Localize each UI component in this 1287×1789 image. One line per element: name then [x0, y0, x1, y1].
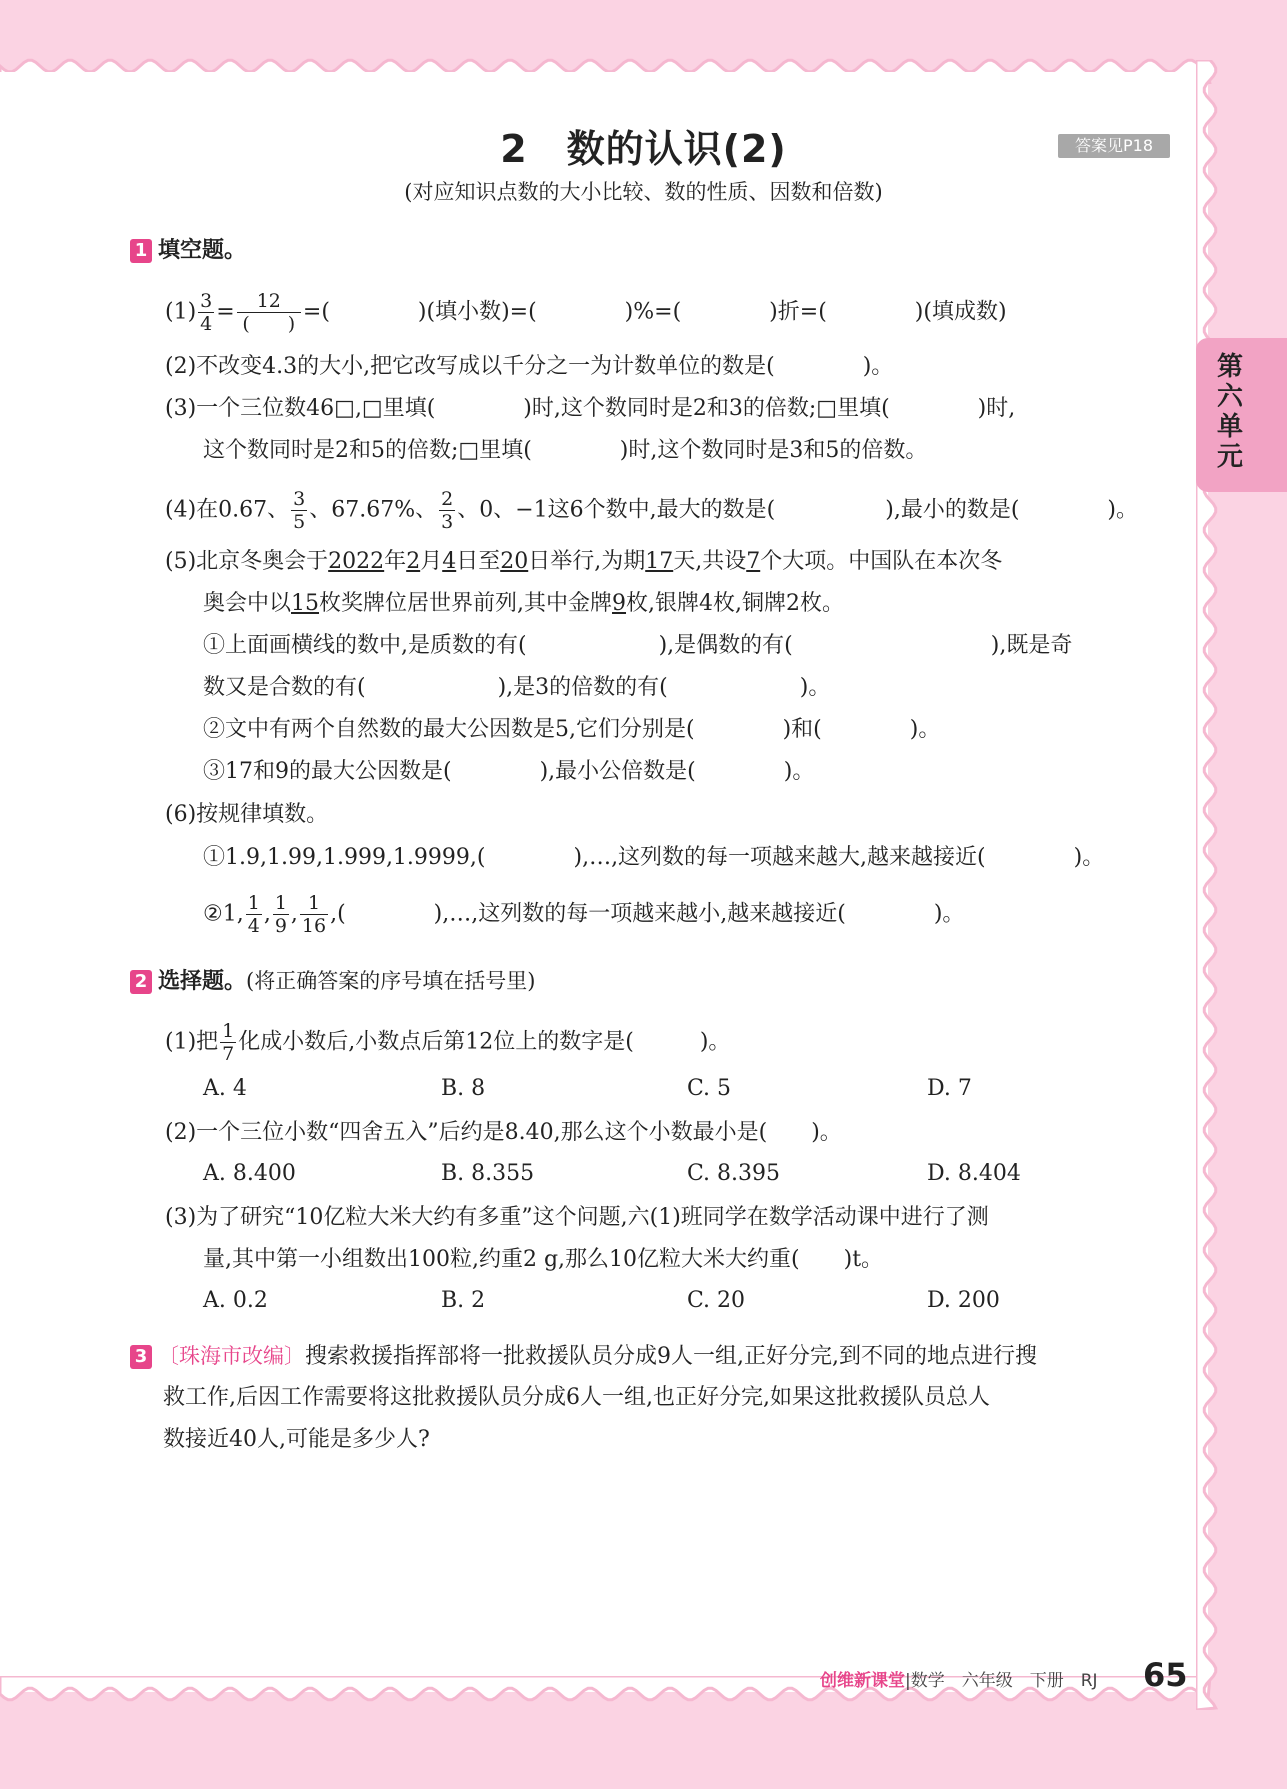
section-3-line3: 数接近40人,可能是多少人?: [163, 1427, 430, 1452]
section-3-source-tag: 〔珠海市改编〕: [158, 1344, 305, 1368]
footer-brand: 创维新课堂: [820, 1671, 905, 1691]
fraction: $\frac{1}{16}$: [301, 892, 327, 937]
page-title: 2 数的认识(2): [500, 127, 787, 171]
q2-1-option-d: D. 7: [927, 1076, 972, 1101]
q2-1-option-a: A. 4: [203, 1076, 247, 1101]
q1-5-line1: (5)北京冬奥会于2022年2月4日至20日举行,为期17天,共设7个大项。中国队在本次冬: [165, 549, 1003, 574]
fraction: $\frac{12}{( )}$: [237, 290, 301, 335]
section-1-number: 1: [130, 239, 152, 263]
right-wave-border: [1196, 60, 1226, 1710]
page-subtitle: (对应知识点数的大小比较、数的性质、因数和倍数): [404, 180, 883, 204]
section-2-title: 选择题。: [158, 969, 247, 994]
unit-side-tab: [1196, 338, 1287, 492]
section-1-title: 填空题。: [158, 238, 247, 263]
fraction: $\frac{1}{4}$: [247, 892, 260, 937]
q1-3-line2: 这个数同时是2和5的倍数;□里填( )时,这个数同时是3和5的倍数。: [203, 438, 928, 463]
section-1-heading: [130, 236, 246, 266]
fraction: $\frac{1}{9}$: [274, 892, 287, 937]
section-3-line1: 3 〔珠海市改编〕搜索救援指挥部将一批救援队员分成9人一组,正好分完,到不同的地点进行搜: [130, 1341, 1037, 1372]
q2-3-line1: (3)为了研究“10亿粒大米大约有多重”这个问题,六(1)班同学在数学活动课中进行了测: [165, 1205, 989, 1230]
q1-1: (1) $\frac{3}{4}$ = $\frac{12}{( )}$ =( )(填小数)=( )%=( )折=( )(填成数): [165, 290, 1007, 335]
q2-1: (1)把 $\frac{1}{7}$ 化成小数后,小数点后第12位上的数字是( )。: [165, 1020, 731, 1065]
q2-2-option-d: D. 8.404: [927, 1161, 1021, 1186]
q2-2-option-b: B. 8.355: [441, 1161, 535, 1186]
q2-1-option-b: B. 8: [441, 1076, 486, 1101]
q2-3-option-c: C. 20: [687, 1288, 746, 1313]
section-2-hint: (将正确答案的序号填在括号里): [246, 969, 536, 993]
fraction: $\frac{2}{3}$: [441, 488, 454, 533]
q1-6-title: (6)按规律填数。: [165, 802, 329, 827]
fraction: $\frac{3}{5}$: [293, 488, 306, 533]
q1-5-line2: 奥会中以15枚奖牌位居世界前列,其中金牌9枚,银牌4枚,铜牌2枚。: [203, 591, 844, 616]
footer-info: 创维新课堂|数学 六年级 下册 RJ: [820, 1671, 1098, 1691]
q2-1-option-c: C. 5: [687, 1076, 732, 1101]
q2-3-option-b: B. 2: [441, 1288, 486, 1313]
unit-tab-label: 第六单元: [1216, 352, 1243, 472]
q2-2: (2)一个三位小数“四舍五入”后约是8.40,那么这个小数最小是( )。: [165, 1120, 842, 1145]
fraction: $\frac{3}{4}$: [200, 290, 213, 335]
q1-5-sub1-line2: 数又是合数的有( ),是3的倍数的有( )。: [203, 675, 831, 700]
section-2-number: 2: [130, 970, 152, 994]
q1-5-sub1-line1: ①上面画横线的数中,是质数的有( ),是偶数的有( ),既是奇: [203, 633, 1073, 658]
page-number: 65: [1143, 1656, 1188, 1694]
q1-6-sub1: ①1.9,1.99,1.999,1.9999,( ),…,这列数的每一项越来越大,越来越接近( )。: [203, 845, 1105, 870]
answer-reference-badge: 答案见P18: [1058, 134, 1170, 158]
section-2-heading: [130, 966, 535, 997]
q1-6-sub2: ②1, $\frac{1}{4}$ , $\frac{1}{9}$ , $\frac{1}{16}$ ,( ),…,这列数的每一项越来越小,越来越接近( )。: [203, 892, 965, 937]
q1-5-sub3: ③17和9的最大公因数是( ),最小公倍数是( )。: [203, 759, 815, 784]
q1-2: (2)不改变4.3的大小,把它改写成以千分之一为计数单位的数是( )。: [165, 354, 894, 379]
q2-3-option-d: D. 200: [927, 1288, 1000, 1313]
fraction: $\frac{1}{7}$: [222, 1020, 235, 1065]
q2-2-option-c: C. 8.395: [687, 1161, 781, 1186]
section-3-number: 3: [130, 1345, 152, 1369]
q1-4: (4)在0.67、 $\frac{3}{5}$ 、67.67%、 $\frac{2}{3}$ 、0、−1这6个数中,最大的数是( ),最小的数是( )。: [165, 488, 1138, 533]
section-3-line2: 救工作,后因工作需要将这批救援队员分成6人一组,也正好分完,如果这批救援队员总人: [163, 1385, 990, 1410]
q2-3-option-a: A. 0.2: [203, 1288, 268, 1313]
q1-5-sub2: ②文中有两个自然数的最大公因数是5,它们分别是( )和( )。: [203, 717, 941, 742]
q1-3-line1: (3)一个三位数46□,□里填( )时,这个数同时是2和3的倍数;□里填( )时,: [165, 396, 1016, 421]
q2-3-line2: 量,其中第一小组数出100粒,约重2 g,那么10亿粒大米大约重( )t。: [203, 1247, 884, 1272]
q2-2-option-a: A. 8.400: [203, 1161, 296, 1186]
